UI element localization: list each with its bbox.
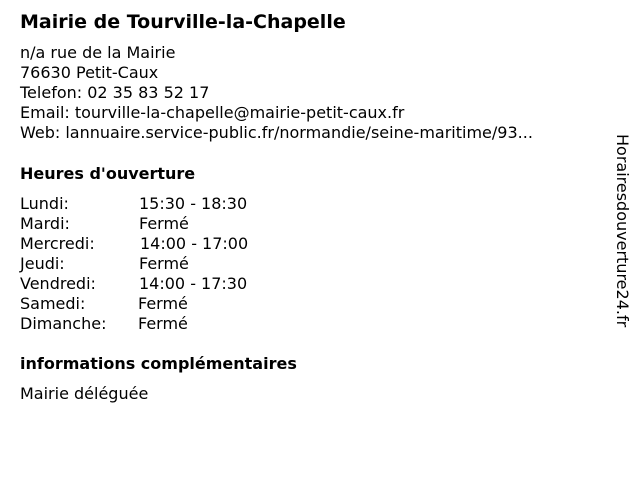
hours-row-wednesday <box>20 234 320 254</box>
address-line-2: 76630 Petit-Caux <box>20 63 159 82</box>
hours-row-sunday <box>20 314 320 334</box>
hours-row-tuesday <box>20 214 320 234</box>
day-label: Jeudi: <box>20 254 65 273</box>
time-value: 14:00 - 17:00 <box>140 234 249 253</box>
time-value: 14:00 - 17:30 <box>139 274 248 293</box>
address-line-1: n/a rue de la Mairie <box>20 43 176 62</box>
additional-info-text: Mairie déléguée <box>20 384 149 403</box>
site-watermark: Horairesdouverture24.fr <box>613 134 632 328</box>
time-value: 15:30 - 18:30 <box>139 194 248 213</box>
time-value: Fermé <box>138 314 188 333</box>
email-line: Email: tourville-la-chapelle@mairie-petit-caux.fr <box>20 103 405 122</box>
time-value: Fermé <box>139 214 189 233</box>
time-value: Fermé <box>138 294 188 313</box>
phone-line: Telefon: 02 35 83 52 17 <box>20 83 210 102</box>
day-label: Mercredi: <box>20 234 95 253</box>
hours-row-saturday <box>20 294 320 314</box>
contact-block <box>20 43 533 143</box>
office-name: Mairie de Tourville-la-Chapelle <box>20 11 346 33</box>
day-label: Mardi: <box>20 214 70 233</box>
web-line: Web: lannuaire.service-public.fr/normandie/seine-maritime/93... <box>20 123 533 142</box>
time-value: Fermé <box>139 254 189 273</box>
day-label: Vendredi: <box>20 274 96 293</box>
hours-row-thursday <box>20 254 320 274</box>
hours-row-monday <box>20 194 320 214</box>
hours-row-friday <box>20 274 320 294</box>
day-label: Dimanche: <box>20 314 107 333</box>
day-label: Samedi: <box>20 294 86 313</box>
opening-hours-table <box>20 194 320 334</box>
additional-info-heading: informations complémentaires <box>20 354 297 373</box>
opening-hours-heading: Heures d'ouverture <box>20 164 196 183</box>
day-label: Lundi: <box>20 194 69 213</box>
